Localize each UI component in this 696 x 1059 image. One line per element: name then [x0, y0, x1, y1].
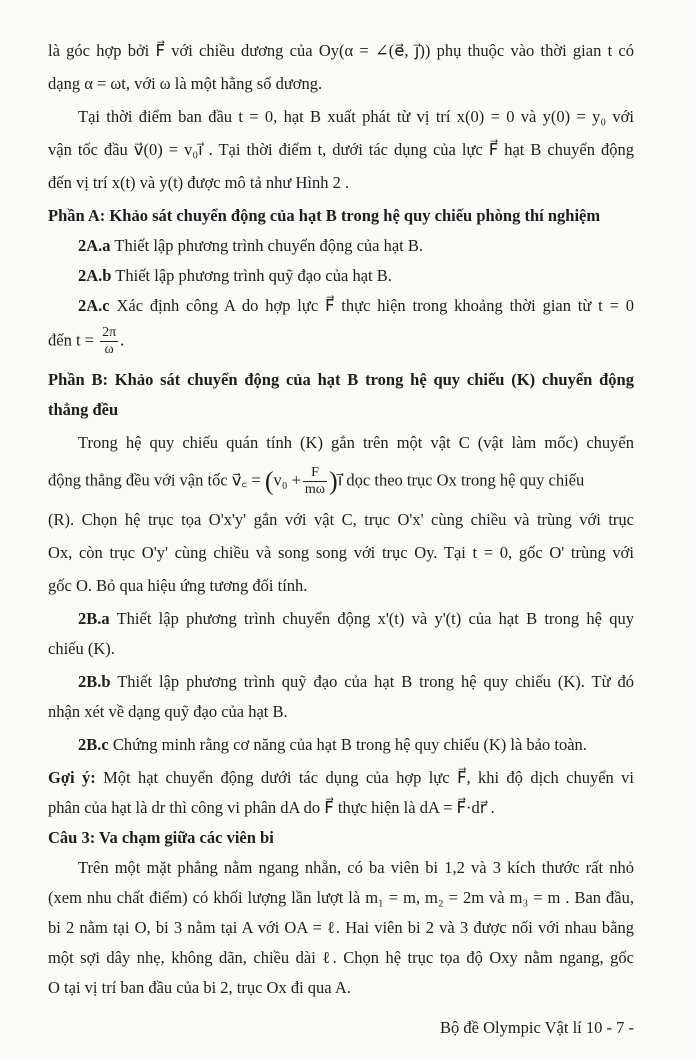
task-label: 2A.c [78, 296, 110, 315]
numerator: 2π [102, 325, 117, 340]
paragraph-line: Tại thời điểm ban đầu t = 0, hạt B xuất phát từ vị trí x(0) = 0 và y(0) = y₀ với [78, 107, 634, 126]
denominator: ω [104, 342, 114, 357]
section-heading-part-b-cont: thẳng đều [48, 400, 119, 419]
velocity-line [48, 465, 634, 498]
task-2b-c [48, 734, 634, 756]
task-text: Thiết lập phương trình quỹ đạo của hạt B trong hệ quy chiếu (K). Từ đó [110, 672, 634, 691]
task-text: Thiết lập phương trình quỹ đạo của hạt B. [111, 266, 392, 285]
paragraph-line: Trong hệ quy chiếu quán tính (K) gắn trên một vật C (vật làm mốc) chuyển [78, 433, 634, 452]
task-label: 2B.c [78, 735, 109, 754]
paragraph-line: (R). Chọn hệ trục tọa O'x'y' gắn với vật C, trục O'x' cùng chiều và trùng với trục [48, 510, 634, 529]
task-text: Xác định công A do hợp lực F⃗ thực hiện trong khoảng thời gian từ t = 0 [109, 296, 634, 315]
paragraph-line: gốc O. Bỏ qua hiệu ứng tương đối tính. [48, 576, 308, 595]
paragraph-line: đến vị trí x(t) và y(t) được mô tả như Hình 2 . [48, 173, 350, 192]
paragraph-line: là góc hợp bởi F⃗ với chiều dương của Oy(α = ∠(e⃗, j⃗)) phụ thuộc vào thời gian t có [48, 41, 634, 60]
task-2b-b [48, 671, 634, 693]
paragraph-line: Ox, còn trục O'y' cùng chiều và song song với trục Oy. Tại t = 0, gốc O' trùng với [48, 543, 634, 562]
section-heading-part-b: Phần B: Khảo sát chuyển động của hạt B trong hệ quy chiếu (K) chuyển động [48, 370, 634, 389]
hint-label: Gợi ý: [48, 768, 96, 787]
paren: ) [329, 466, 338, 496]
paragraph-line: O tại vị trí ban đầu của bi 2, trục Ox đi qua A. [48, 978, 351, 997]
task-2a-a [48, 235, 634, 257]
task-2b-a [48, 608, 634, 630]
paragraph-line: (xem nhu chất điểm) có khối lượng lần lượt là m₁ = m, m₂ = 2m và m₃ = m . Ban đầu, [48, 888, 634, 907]
text: . [120, 330, 125, 350]
hint-text: Một hạt chuyển động dưới tác dụng của hợp lực F⃗, khi độ dịch chuyển vi [95, 768, 634, 787]
paragraph-line: một sợi dây nhẹ, không dãn, chiều dài ℓ. Chọn hệ trục tọa độ Oxy nằm ngang, gốc [48, 948, 634, 967]
text: i⃗ dọc theo trục Ox trong hệ quy chiếu [337, 470, 585, 490]
section-heading-part-a: Phần A: Khảo sát chuyển động của hạt B trong hệ quy chiếu phòng thí nghiệm [48, 206, 601, 225]
hint-line [48, 767, 634, 789]
task-label: 2A.a [78, 236, 111, 255]
paragraph-line: bi 2 nằm tại O, bi 3 nằm tại A với OA = ℓ. Hai viên bi 2 và 3 được nối với nhau bằng [48, 918, 634, 937]
task-text: Chứng minh rằng cơ năng của hạt B trong hệ quy chiếu (K) là bảo toàn. [108, 735, 587, 754]
question-3-heading: Câu 3: Va chạm giữa các viên bi [48, 828, 274, 847]
task-2a-b [48, 265, 634, 287]
hint-line-cont: phân của hạt là dr thì công vi phân dA do F⃗ thực hiện là dA = F⃗·dr⃗ . [48, 798, 495, 817]
time-range-line [48, 325, 634, 358]
task-label: 2A.b [78, 266, 112, 285]
task-2b-a-cont: chiếu (K). [48, 639, 115, 658]
paragraph-line: vận tốc đầu v⃗(0) = v₀i⃗ . Tại thời điểm t, dưới tác dụng của lực F⃗ hạt B chuyển động [48, 140, 634, 159]
task-2a-c [48, 295, 634, 317]
task-text: Thiết lập phương trình chuyển động của hạt B. [110, 236, 424, 255]
denominator: mω [304, 482, 326, 497]
task-label: 2B.b [78, 672, 111, 691]
fraction [100, 325, 118, 358]
paragraph-line: Trên một mặt phẳng nằm ngang nhẵn, có ba viên bi 1,2 và 3 kích thước rất nhỏ [78, 858, 634, 877]
text: đến t = [48, 330, 94, 350]
numerator: F [303, 465, 327, 482]
task-text: Thiết lập phương trình chuyển động x'(t) và y'(t) của hạt B trong hệ quy [109, 609, 634, 628]
paragraph-line: dạng α = ωt, với ω là một hằng số dương. [48, 74, 323, 93]
text: v₀ + [273, 470, 301, 490]
text: động thẳng đều với vận tốc v⃗꜀ = [48, 470, 261, 490]
task-label: 2B.a [78, 609, 110, 628]
fraction [303, 465, 327, 498]
paren: ( [264, 466, 274, 496]
task-2b-b-cont: nhận xét về dạng quỹ đạo của hạt B. [48, 702, 288, 721]
page-footer: Bộ đề Olympic Vật lí 10 - 7 - [439, 1018, 634, 1037]
